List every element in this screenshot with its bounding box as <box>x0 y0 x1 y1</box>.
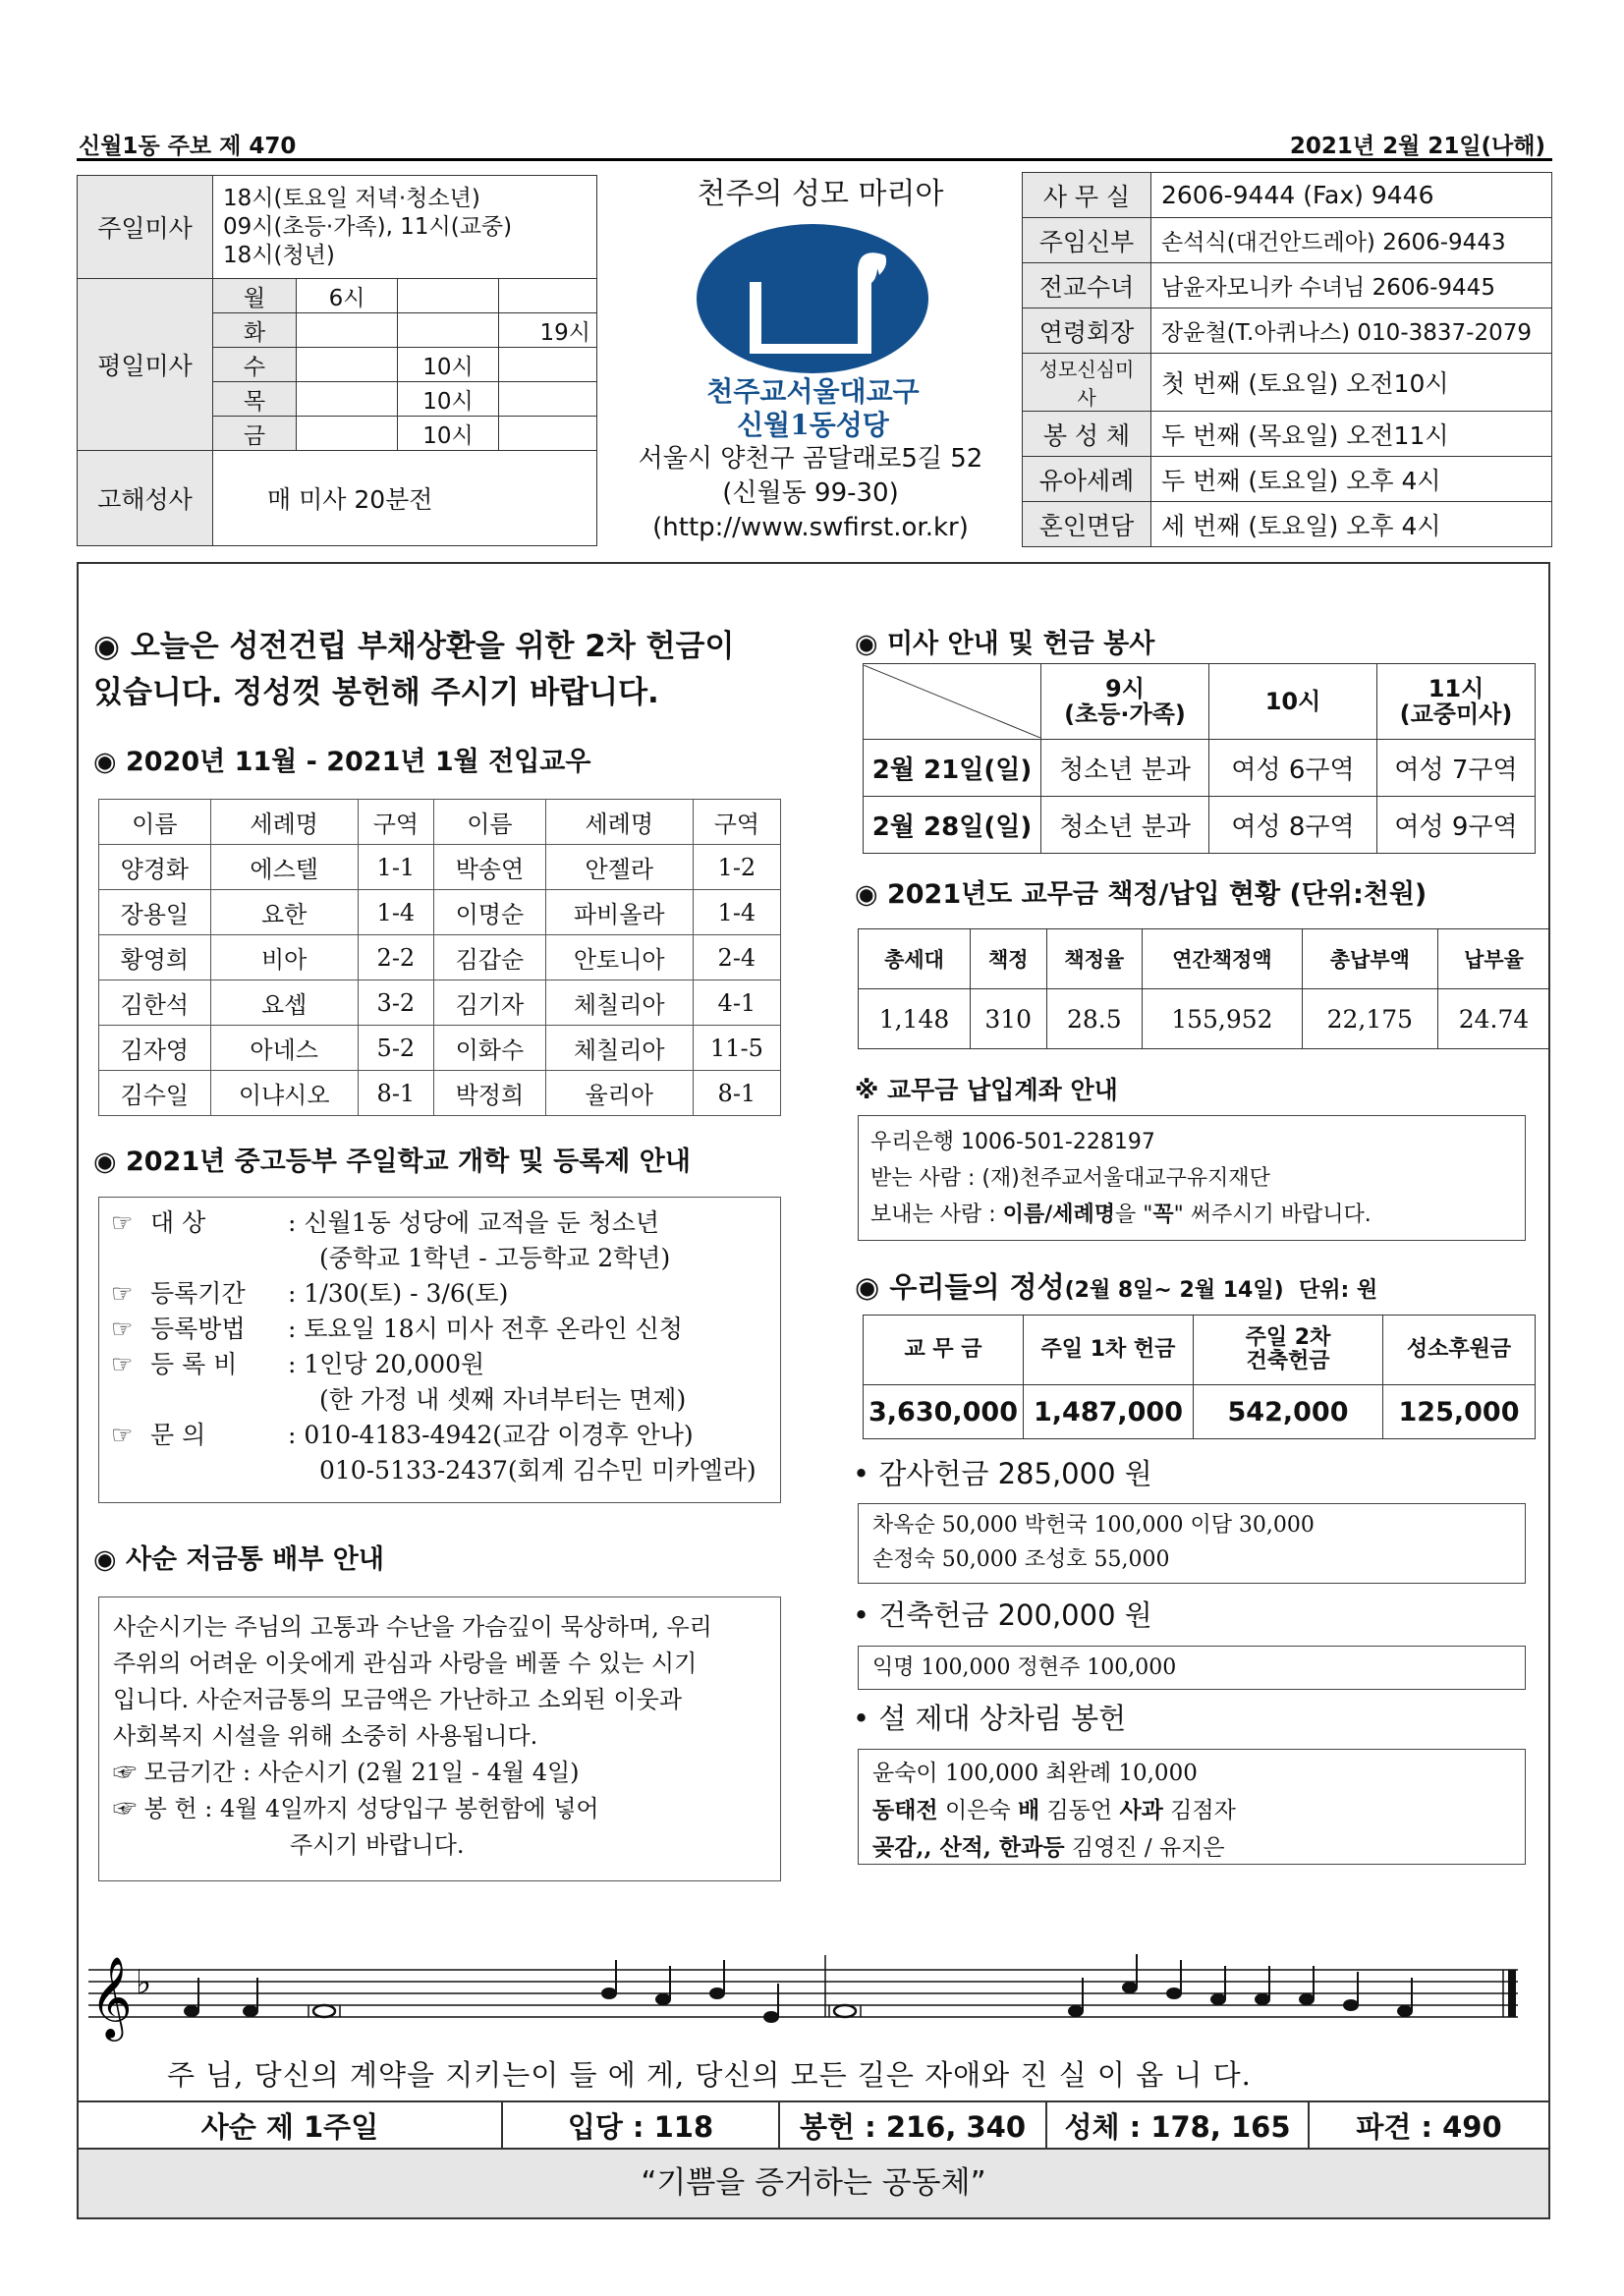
diagonal-cell <box>864 664 1041 740</box>
offertory-hymn: 봉헌 : 216, 340 <box>780 2102 1047 2148</box>
parish-logo-icon <box>693 218 933 375</box>
table-row: 김수일 이냐시오 8-1 박정희 율리아 8-1 <box>99 1071 781 1116</box>
mass-guide-heading: ◉ 미사 안내 및 헌금 봉사 <box>855 629 1155 659</box>
bulletin-date: 2021년 2월 21일(나해) <box>1289 134 1545 159</box>
hand-pointer-icon: ☞ <box>111 1421 134 1449</box>
hand-pointer-icon: ☞ <box>111 1279 134 1308</box>
center-title: 천주의 성모 마리아 <box>697 177 944 211</box>
confession-label: 고해성사 <box>78 451 213 546</box>
sunday-mass-times: 18시(토요일 저녁·청소년) 09시(초등·가족), 11시(교중) 18시(청년) <box>213 176 597 279</box>
funeral-value: 장윤철(T.아퀴나스) 010-3837-2079 <box>1151 308 1552 354</box>
table-row: 김한석 요셉 3-2 김기자 체칠리아 4-1 <box>99 980 781 1026</box>
entrance-hymn: 입당 : 118 <box>503 2102 780 2148</box>
table-row: 1,148 310 28.5 155,952 22,175 24.74 <box>859 989 1550 1049</box>
seollal-table-heading: • 설 제대 상차림 봉헌 <box>853 1702 1127 1735</box>
parish-address: 서울시 양천구 곰달래로5길 52 (신월동 99-30) (http://www.swfirst.or.kr) <box>619 442 1002 545</box>
recessional-hymn: 파견 : 490 <box>1356 2109 1502 2144</box>
treble-clef-icon: 𝄞 <box>90 1955 133 2038</box>
baptism-label: 유아세례 <box>1023 457 1151 502</box>
logo-text: 천주교서울대교구 신월1동성당 <box>706 375 920 441</box>
liturgical-day: 사순 제 1주일 <box>79 2102 503 2148</box>
hand-pointer-icon: ☞ <box>111 1315 134 1343</box>
table-row: 김자영 아네스 5-2 이화수 체칠리아 11-5 <box>99 1026 781 1071</box>
account-heading: ※ 교무금 납입계좌 안내 <box>855 1076 1118 1104</box>
diagonal-line-icon <box>864 665 1040 738</box>
funeral-label: 연령회장 <box>1023 308 1151 354</box>
weekday-thu: 목 <box>213 382 297 417</box>
building-offering-heading: • 건축헌금 200,000 원 <box>853 1598 1152 1632</box>
marian-mass-value: 첫 번째 (토요일) 오전10시 <box>1151 354 1552 412</box>
flat-icon: ♭ <box>136 1963 152 2002</box>
bulletin-issue: 신월1동 주보 제 470 <box>79 134 297 159</box>
communion-hymn: 성체 : 178, 165 <box>1047 2102 1310 2148</box>
table-row: 양경화 에스텔 1-1 박송연 안젤라 1-2 <box>99 845 781 890</box>
pastor-label: 주임신부 <box>1023 218 1151 263</box>
chant-lyrics: 주 님, 당신의 계약을 지키는이 들 에 게, 당신의 모든 길은 자애와 진 실 이 옵 니 다. <box>167 2058 1252 2092</box>
offering-table: 교 무 금 주일 1차 헌금 주일 2차 건축헌금 성소후원금 3,630,000 1,487,000 542,000 125,000 <box>863 1315 1536 1439</box>
mass-guide-table: 9시 (초등·가족) 10시 11시 (교중미사) 2월 21일(일) 청소년 분과 여성 6구역 여성 7구역 2월 28일(일) 청소년 분과 여성 8구역 여성 9구역 <box>863 663 1536 854</box>
header-rule <box>77 158 1552 161</box>
sister-label: 전교수녀 <box>1023 263 1151 308</box>
lent-box-heading: ◉ 사순 저금통 배부 안내 <box>93 1544 384 1575</box>
transfer-heading: ◉ 2020년 11월 - 2021년 1월 전입교우 <box>93 747 591 777</box>
weekday-fri: 금 <box>213 417 297 451</box>
hand-pointer-icon: ☞ <box>111 1208 134 1237</box>
baptism-value: 두 번째 (토요일) 오후 4시 <box>1151 457 1552 502</box>
seollal-table-box: 윤숙이 100,000 최완례 10,000 동태전 이은숙 배 김동언 사과 김점자 곶감,, 산적, 한과등 김영진 / 유지은 <box>858 1749 1526 1865</box>
marriage-value: 세 번째 (토요일) 오후 4시 <box>1151 502 1552 547</box>
mass-schedule-table: 주일미사 18시(토요일 저녁·청소년) 09시(초등·가족), 11시(교중) 18시(청년) 평일미사 월 6시 화 19시 수 10시 목 10시 금 10시 고해성사 매 미사 20분전 <box>77 175 597 546</box>
sunday-mass-label: 주일미사 <box>78 176 213 279</box>
hand-pointer-icon: ☞ <box>111 1350 134 1378</box>
table-row: 2월 28일(일) 청소년 분과 여성 8구역 여성 9구역 <box>864 797 1536 854</box>
table-row: 장용일 요한 1-4 이명순 파비올라 1-4 <box>99 890 781 935</box>
marriage-label: 혼인면담 <box>1023 502 1151 547</box>
parish-website-link[interactable]: (http://www.swfirst.or.kr) <box>652 513 969 542</box>
thanks-offering-box: 차옥순 50,000 박헌국 100,000 이담 30,000 손정숙 50,000 조성호 55,000 <box>858 1503 1526 1584</box>
pastor-value: 손석식(대건안드레아) 2606-9443 <box>1151 218 1552 263</box>
table-row: 2월 21일(일) 청소년 분과 여성 6구역 여성 7구역 <box>864 740 1536 797</box>
offering-heading: ◉ 우리들의 정성(2월 8일~ 2월 14일) 단위: 원 <box>855 1270 1378 1304</box>
weekday-tue: 화 <box>213 313 297 348</box>
weekday-mon: 월 <box>213 279 297 313</box>
office-label: 사 무 실 <box>1023 173 1151 218</box>
building-offering-box: 익명 100,000 정현주 100,000 <box>858 1646 1526 1690</box>
dues-status-table: 총세대 책정 책정율 연간책정액 총납부액 납부율 1,148 310 28.5 155,952 22,175 24.74 <box>858 928 1550 1049</box>
lent-box-notice: 사순시기는 주님의 고통과 수난을 가슴깊이 묵상하며, 우리 주위의 어려운 이웃에게 관심과 사랑을 베풀 수 있는 시기 입니다. 사순저금통의 모금액은 가난하고 소외된 이웃과 사회복지 시설을 위해 소중히 사용됩니다. ☞ 모금기간 : 사순시기 (2월 21일 - 4월 4일) ☞ 봉 헌 : 4월 4일까지 성당입구 봉헌함에 넣어 주시기 바랍니다. <box>98 1596 781 1881</box>
communion-label: 봉 성 체 <box>1023 412 1151 457</box>
weekday-mass-label: 평일미사 <box>78 279 213 451</box>
sister-value: 남윤자모니카 수녀님 2606-9445 <box>1151 263 1552 308</box>
communion-value: 두 번째 (목요일) 오전11시 <box>1151 412 1552 457</box>
dues-status-heading: ◉ 2021년도 교무금 책정/납입 현황 (단위:천원) <box>855 879 1428 910</box>
sunday-school-box: ☞ 대 상 : 신월1동 성당에 교적을 둔 청소년 (중학교 1학년 - 고등학교 2학년) ☞ 등록기간 : 1/30(토) - 3/6(토) ☞ 등록방법 : 토요일 18시 미사 전후 온라인 신청 ☞ 등 록 비 : 1인당 20,000원 (한 가정 내 셋째 자녀부터는 면제) ☞ 문 의 : 010-4183-4942(교감 이경후 안나) 010-5133-2437(회계 김수민 미카엘라) <box>98 1197 781 1503</box>
table-row: 3,630,000 1,487,000 542,000 125,000 <box>864 1385 1536 1439</box>
marian-mass-label: 성모신심미사 <box>1023 354 1151 412</box>
transfer-table: 이름 세례명 구역 이름 세례명 구역 양경화 에스텔 1-1 박송연 안젤라 1-2 장용일 요한 1-4 이명순 파비올라 1-4 황영희 비아 2-2 김갑순 안토니아 2-4 김한석 요셉 3-2 김기자 체칠리아 4-1 김자영 아네스 5-2 이화수 체칠리아 11-5 김수일 이냐시오 8-1 박정희 율리아 8-1 <box>98 799 781 1116</box>
confession-value: 매 미사 20분전 <box>213 451 597 546</box>
notice-second-collection: ◉ 오늘은 성전건립 부채상환을 위한 2차 헌금이 있습니다. 정성껏 봉헌해 주시기 바랍니다. <box>93 629 735 710</box>
office-phone: 2606-9444 (Fax) 9446 <box>1151 173 1552 218</box>
parish-info-table <box>1022 172 1552 547</box>
parish-motto: “기쁨을 증거하는 공동체” <box>77 2150 1550 2219</box>
weekday-wed: 수 <box>213 348 297 382</box>
thanks-offering-heading: • 감사헌금 285,000 원 <box>853 1457 1152 1490</box>
table-row: 황영희 비아 2-2 김갑순 안토니아 2-4 <box>99 935 781 980</box>
account-box: 우리은행 1006-501-228197 받는 사람 : (재)천주교서울대교구유지재단 보내는 사람 : 이름/세례명을 "꼭" 써주시기 바랍니다. <box>858 1115 1526 1241</box>
liturgy-stats-bar <box>77 2100 1550 2150</box>
sunday-school-heading: ◉ 2021년 중고등부 주일학교 개학 및 등록제 안내 <box>93 1147 691 1177</box>
